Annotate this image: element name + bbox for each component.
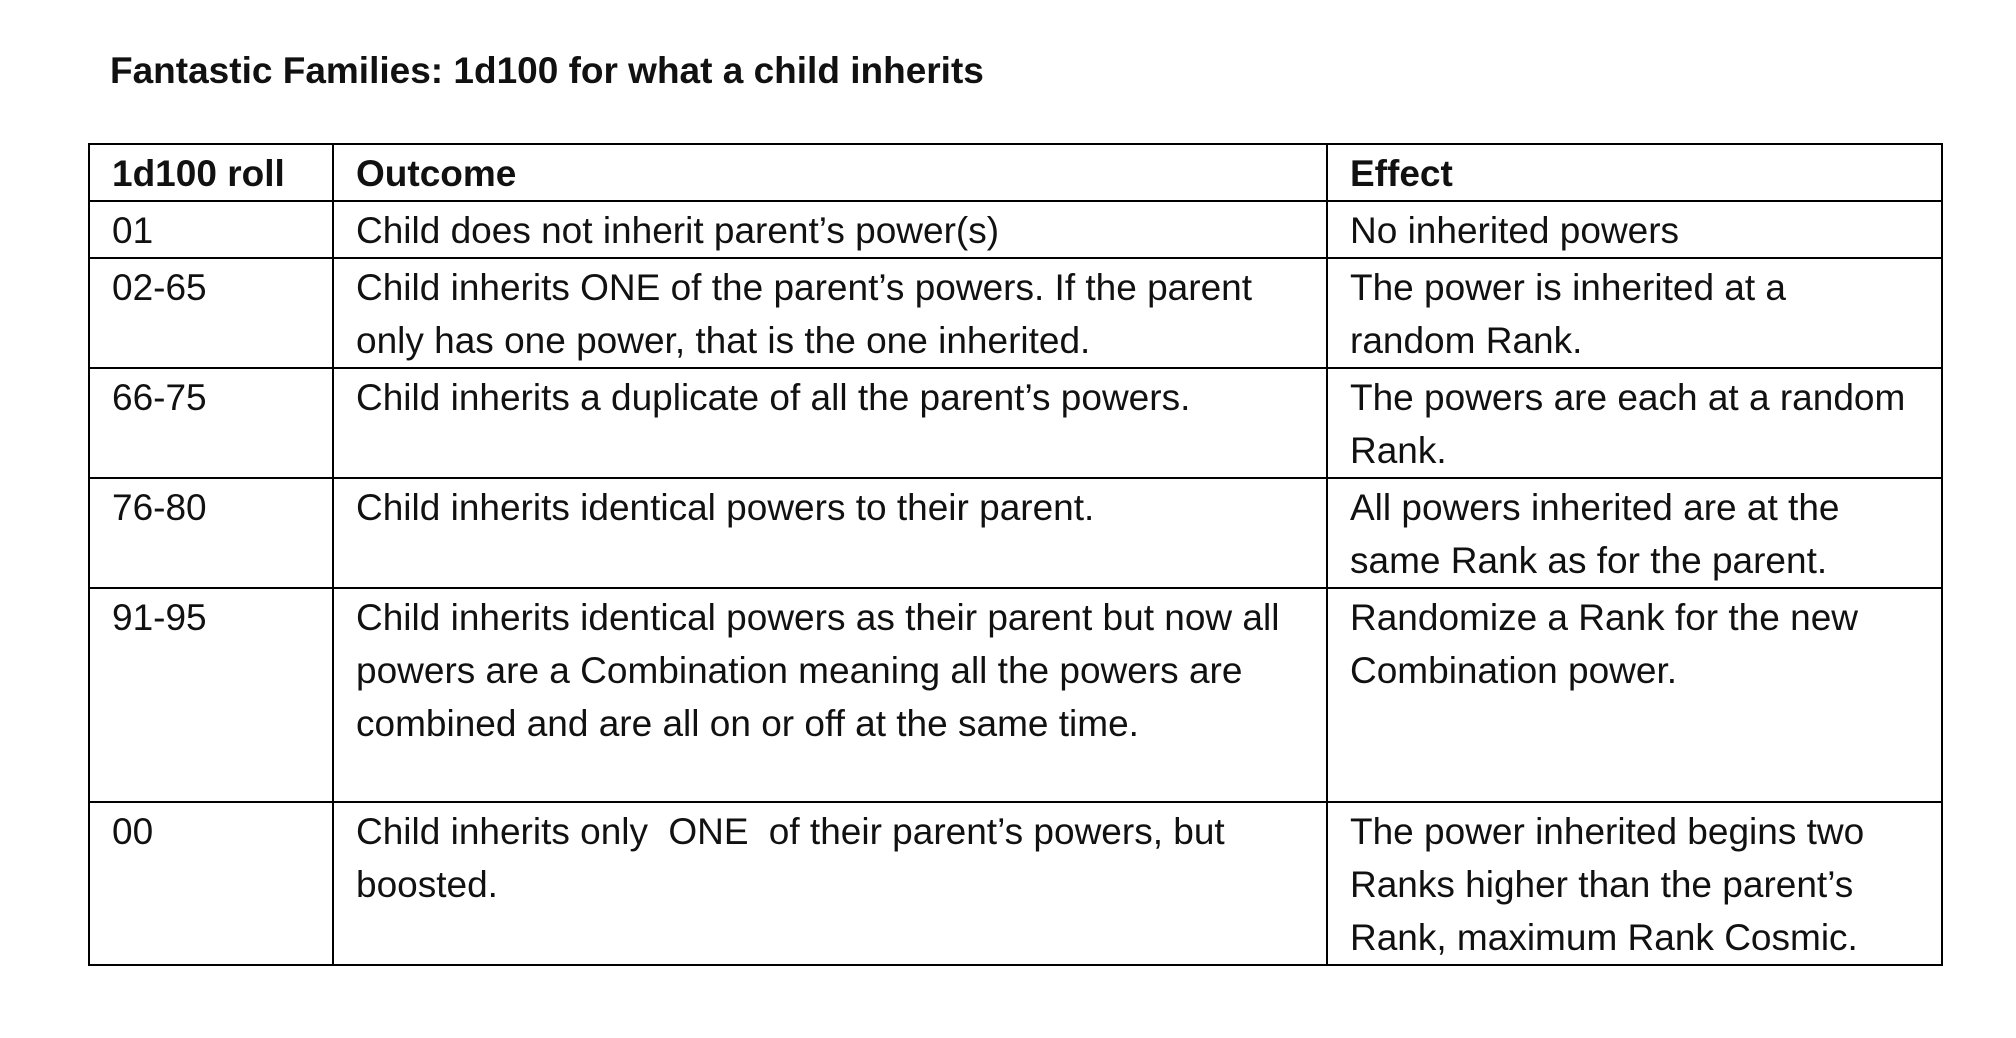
outcome-cell — [333, 802, 1327, 965]
roll-cell: 00 — [89, 802, 333, 965]
roll-cell: 01 — [89, 201, 333, 258]
effect-cell: All powers inherited are at the same Rank as for the parent. — [1327, 478, 1942, 588]
roll-cell: 76-80 — [89, 478, 333, 588]
table-header-row — [89, 144, 1942, 201]
outcome-text-after: of their parent’s powers, but boosted. — [356, 811, 1225, 905]
inheritance-table — [88, 143, 1943, 966]
header-effect: Effect — [1327, 144, 1942, 201]
table-row — [89, 588, 1942, 802]
outcome-cell: Child inherits identical powers to their parent. — [333, 478, 1327, 588]
effect-cell: The power is inherited at a random Rank. — [1327, 258, 1942, 368]
roll-cell: 91-95 — [89, 588, 333, 802]
roll-cell: 66-75 — [89, 368, 333, 478]
outcome-cell: Child inherits ONE of the parent’s powers. If the parent only has one power, that is the one inherited. — [333, 258, 1327, 368]
outcome-emphasis-word: ONE — [668, 811, 749, 852]
table-row — [89, 201, 1942, 258]
table-row — [89, 368, 1942, 478]
effect-cell: No inherited powers — [1327, 201, 1942, 258]
outcome-text-before: Child inherits only — [356, 811, 649, 852]
table-row — [89, 802, 1942, 965]
effect-cell: Randomize a Rank for the new Combination power. — [1327, 588, 1942, 802]
header-outcome: Outcome — [333, 144, 1327, 201]
roll-cell: 02-65 — [89, 258, 333, 368]
outcome-cell: Child inherits identical powers as their parent but now all powers are a Combination meaning all the powers are combined and are all on or off at the same time. — [333, 588, 1327, 802]
effect-cell: The powers are each at a random Rank. — [1327, 368, 1942, 478]
outcome-cell: Child does not inherit parent’s power(s) — [333, 201, 1327, 258]
table-row — [89, 478, 1942, 588]
header-roll: 1d100 roll — [89, 144, 333, 201]
table-row — [89, 258, 1942, 368]
page-title: Fantastic Families: 1d100 for what a child inherits — [110, 50, 984, 91]
effect-cell: The power inherited begins two Ranks higher than the parent’s Rank, maximum Rank Cosmic. — [1327, 802, 1942, 965]
outcome-cell: Child inherits a duplicate of all the parent’s powers. — [333, 368, 1327, 478]
